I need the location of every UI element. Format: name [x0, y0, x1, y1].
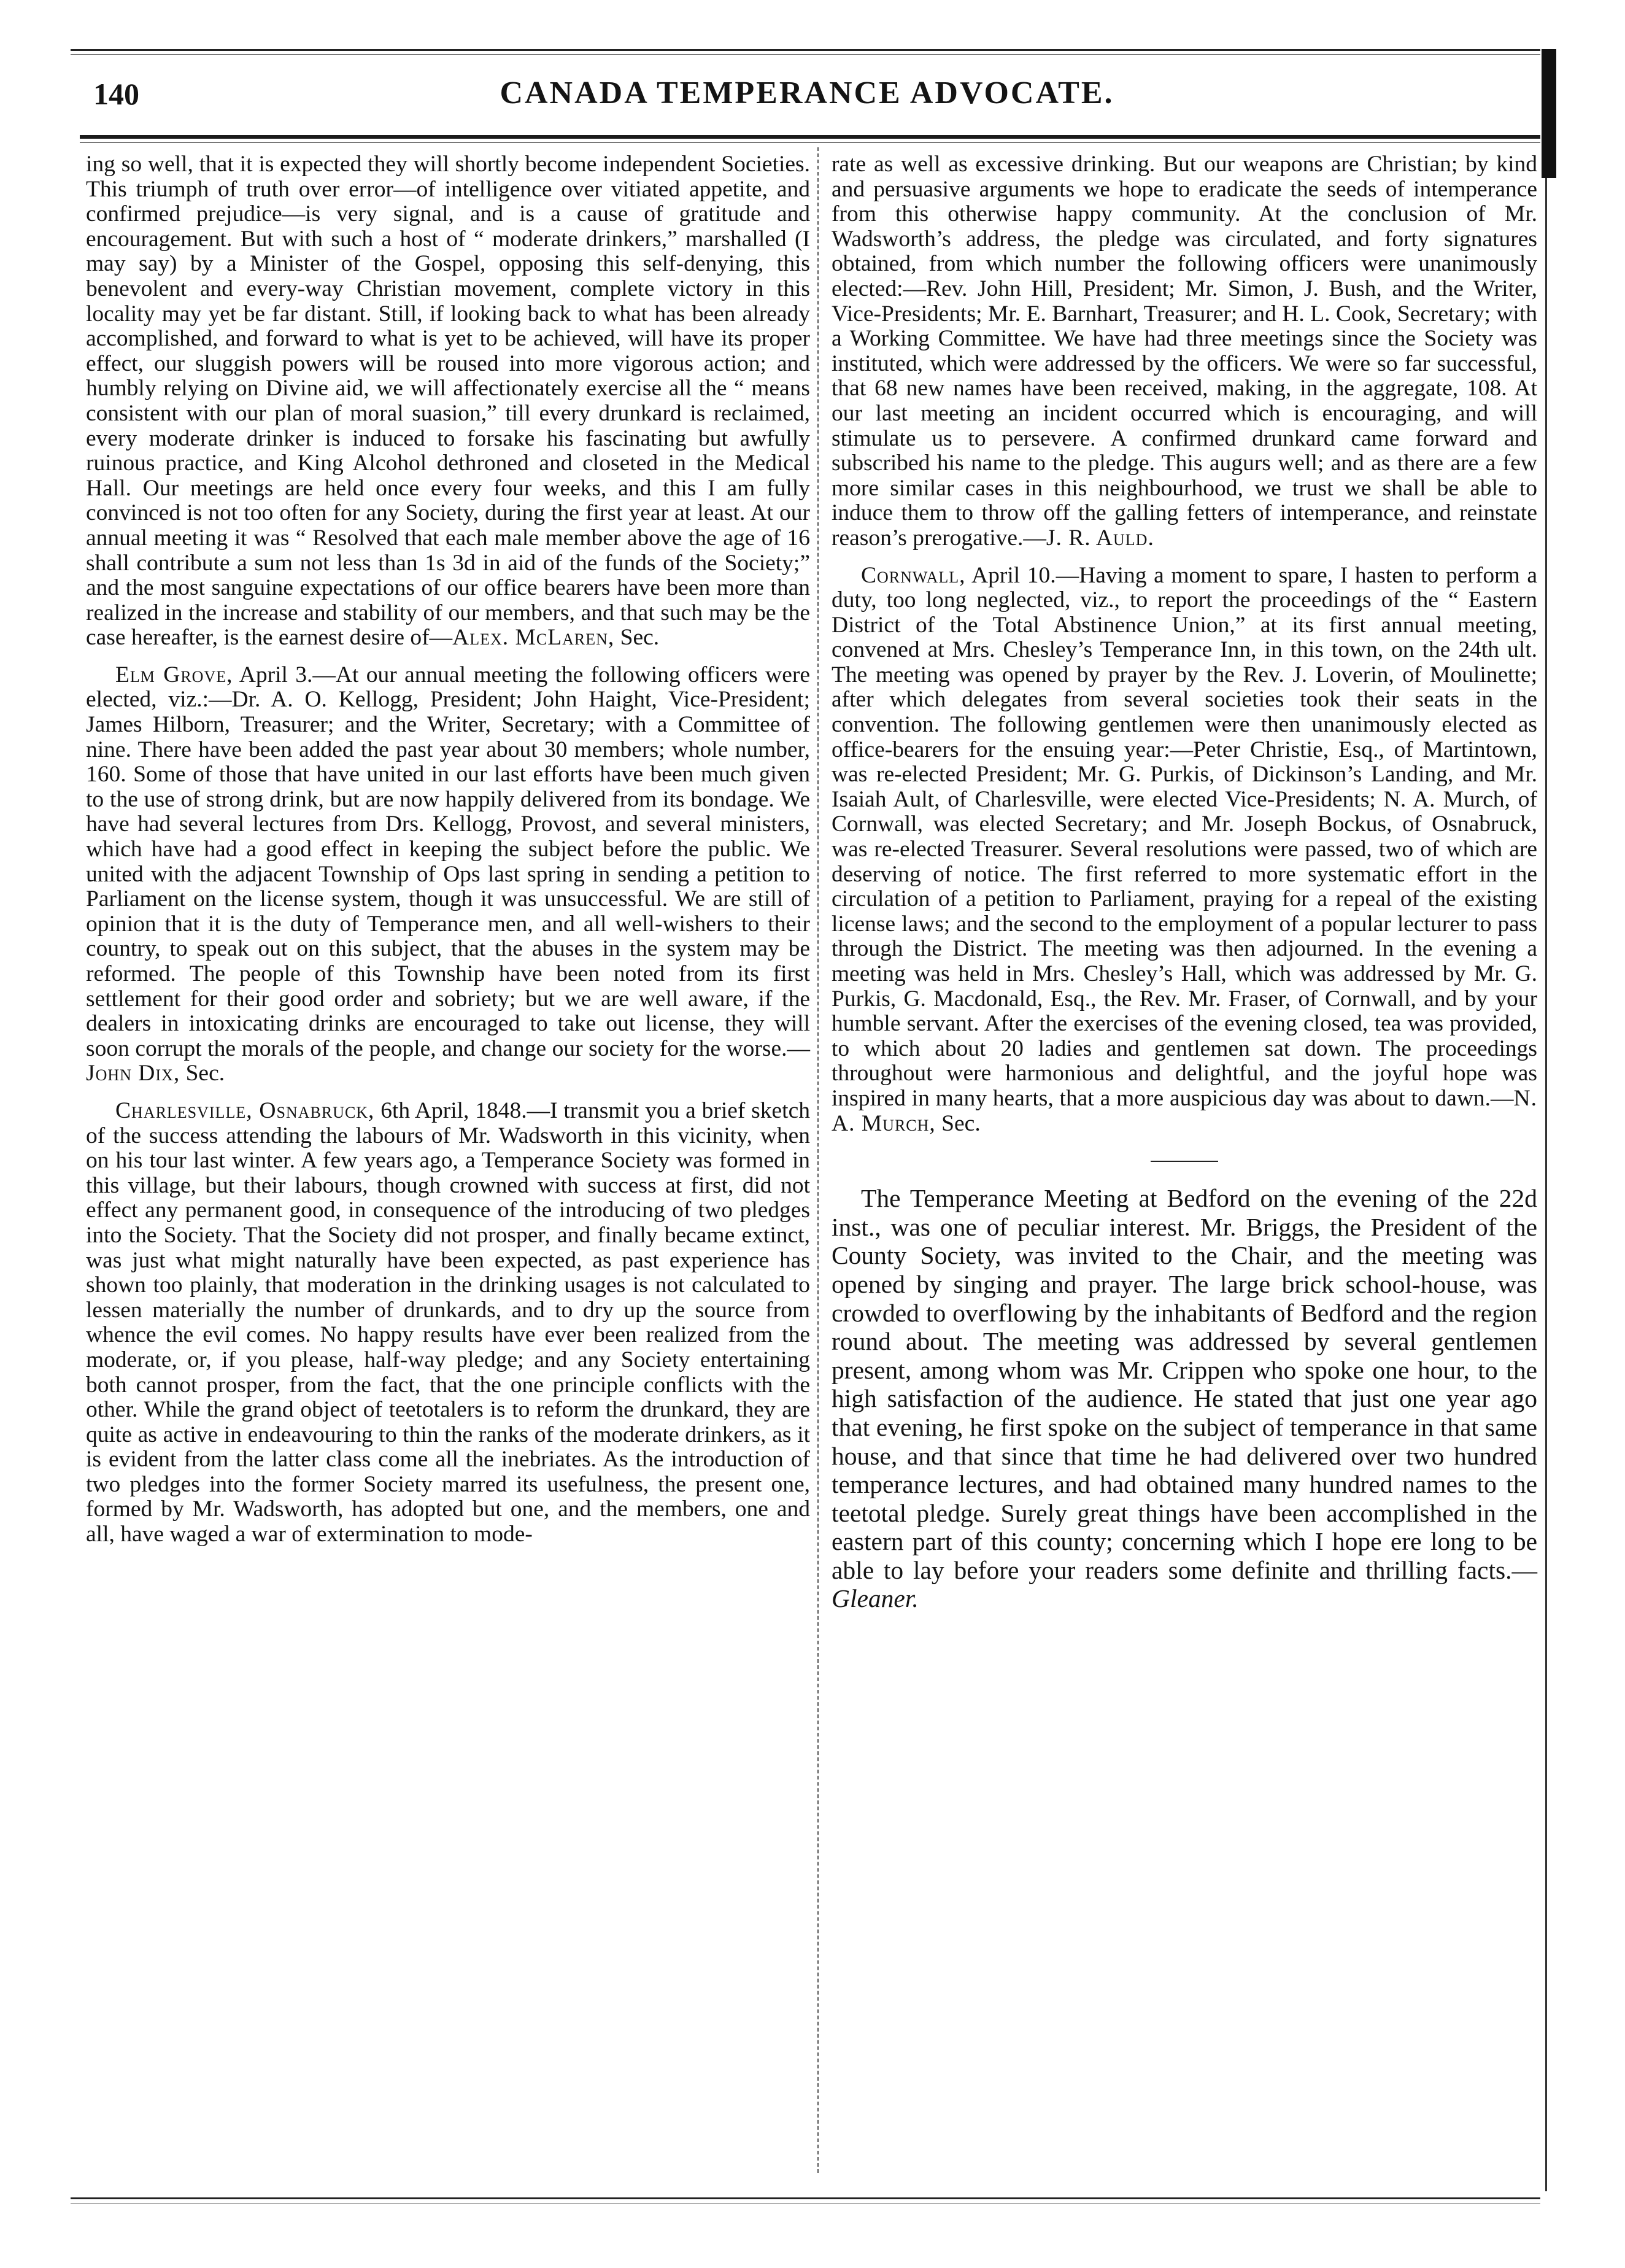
article-elm-grove: Elm Grove, April 3.—At our annual meeting the following officers were elected, viz.:—Dr. A. O. Kellogg, President; John Haight, Vice-President; James Hilborn, Treasurer; and the Writer, Secretary; with a Committee of nine. There have been added the past year about 30 members; whole number, 160. Some of those that have united in our last efforts have been much given to the use of strong drink, but are now happily delivered from its bondage. We have had several lectures from Drs. Kellogg, Provost, and several ministers, which have had a good effect in keeping the subject before the public. We united with the adjacent Township of Ops last spring in sending a petition to Parliament on the license system, though it was unsuccessful. We are still of opinion that it is the duty of Temperance men, and all well-wishers to their country, to speak out on this subject, that the abuses in the system may be reformed. The people of this Township have been noted from its first settlement for their good order and sobriety; but we are well aware, if the dealers in intoxicating drinks are encouraged to take out license, they will soon corrupt the morals of the people, and change our society for the worse.—John Dix, Sec.: [86, 662, 810, 1086]
article-charlesville: Charlesville, Osnabruck, 6th April, 1848.—I transmit you a brief sketch of the success attending the labours of Mr. Wadsworth in this vicinity, when on his tour last winter. A few years ago, a Temperance Society was formed in this village, but their labours, though crowned with success at first, did not effect any permanent good, in consequence of the introducing of two pledges into the Society. That the Society did not prosper, and finally became extinct, was just what might naturally have been expected, as past experience has shown too plainly, that moderation in the drinking usages is not calculated to lessen materially the number of drunkards, and to dry up the source from whence the evil comes. No happy results have ever been realized from the moderate, or, if you please, half-way pledge; and any Society entertaining both cannot prosper, from the fact, that the one principle conflicts with the other. While the grand object of teetotalers is to reform the drunkard, they are quite as active in endeavouring to thin the ranks of the moderate drinkers, as it is evident from the latter class come all the inebriates. As the introduction of two pledges into the former Society marred its usefulness, the present one, formed by Mr. Wadsworth, has adopted but one, and the members, one and all, have waged a war of extermination to mode-: [86, 1097, 810, 1547]
dateline-place: Cornwall,: [861, 562, 966, 588]
section-separator: [1151, 1161, 1218, 1162]
article-bedford: The Temperance Meeting at Bedford on the evening of the 22d inst., was one of peculiar interest. Mr. Briggs, the President of the County Society, was invited to the Chair, and the meeting was opened by singing and prayer. The large brick school-house, was crowded to overflowing by the inhabitants of Bedford and the region round about. The meeting was addressed by several gentlemen present, among whom was Mr. Crippen who spoke one hour, to the high satisfaction of the audience. He stated that just one year ago that evening, he first spoke on the subject of temperance in that same house, and that since that time he had delivered over two hundred temperance lectures, and had obtained many hundred names to the teetotal pledge. Surely great things have been accomplished in the eastern part of this county; concerning which I hope ere long to be able to lay before your readers some definite and thrilling facts.—Gleaner.: [832, 1184, 1537, 1613]
top-border-rule-thin: [71, 54, 1540, 55]
journal-title: CANADA TEMPERANCE ADVOCATE.: [500, 75, 1114, 110]
right-column: [832, 152, 1537, 1613]
top-border-rule: [71, 49, 1540, 51]
dateline-place: Charlesville, Osnabruck,: [115, 1097, 375, 1123]
page-edge-mark: [1542, 49, 1556, 178]
article-continuation: ing so well, that it is expected they will shortly become independent Societies. This triumph of truth over error—of intelligence over vitiated appetite, and confirmed prejudice—is very signal, and is a cause of gratitude and encouragement. But with such a host of “ moderate drinkers,” marshalled (I may say) by a Minister of the Gospel, opposing this self-denying, this benevolent and every-way Christian movement, complete victory in this locality may yet be far distant. Still, if looking back to what has been already accomplished, and forward to what is yet to be achieved, will have its proper effect, our sluggish powers will be roused into more vigorous action; and humbly relying on Divine aid, we will affectionately exercise all the “ means consistent with our plan of moral suasion,” till every drunkard is reclaimed, every moderate drinker is induced to forsake his fascinating but awfully ruinous practice, and King Alcohol dethroned and closeted in the Medical Hall. Our meetings are held once every four weeks, and this I am fully convinced is not too often for any Society, during the first year at least. At our annual meeting it was “ Resolved that each male member above the age of 16 shall contribute a sum not less than 1s 3d in aid of the funds of the Society;” and the most sanguine expectations of our office bearers have been more than realized in the increase and stability of our members, and that such may be the case hereafter, is the earnest desire of—Alex. McLaren, Sec.: [86, 152, 810, 651]
signature: N. A. Murch,: [832, 1085, 1537, 1136]
column-divider: [817, 147, 819, 2173]
signature: J. R. Auld.: [1046, 525, 1154, 551]
article-charlesville-continued: rate as well as excessive drinking. But our weapons are Christian; by kind and persuasive arguments we hope to eradicate the seeds of intemperance from this otherwise happy community. At the conclusion of Mr. Wadsworth’s address, the pledge was circulated, and forty signatures obtained, from which number the following officers were unanimously elected:—Rev. John Hill, President; Mr. Simon, J. Bush, and the Writer, Vice-Presidents; Mr. E. Barnhart, Treasurer; and H. L. Cook, Secretary; with a Working Committee. We have had three meetings since the Society was instituted, which were addressed by the officers. We were so far successful, that 68 new names have been received, making, in the aggregate, 108. At our last meeting an incident occurred which is encouraging, and will stimulate us to persevere. A confirmed drunkard came forward and subscribed his name to the pledge. This augurs well; and as there are a few more similar cases in this neighbourhood, we trust we shall be able to induce them to throw off the galling fetters of intemperance, and reinstate reason’s prerogative.—J. R. Auld.: [832, 152, 1537, 551]
page-number: 140: [93, 77, 139, 111]
signature: John Dix,: [86, 1061, 180, 1086]
page-header: [80, 72, 1534, 128]
dateline-place: Elm Grove,: [115, 662, 233, 687]
left-column: [86, 152, 810, 1547]
header-rule: [80, 135, 1540, 139]
page-edge-line: [1545, 178, 1547, 2191]
header-rule-thin: [80, 142, 1540, 143]
article-cornwall: Cornwall, April 10.—Having a moment to spare, I hasten to perform a duty, too long neglected, viz., to report the proceedings of the “ Eastern District of the Total Abstinence Union,” at its first annual meeting, convened at Mrs. Chesley’s Temperance Inn, in this town, on the 24th ult. The meeting was opened by prayer by the Rev. J. Loverin, of Moulinette; after which delegates from several societies took their seats in the convention. The following gentlemen were then unanimously elected as office-bearers for the ensuing year:—Peter Christie, Esq., of Martintown, was re-elected President; Mr. G. Purkis, of Dickinson’s Landing, and Mr. Isaiah Ault, of Charlesville, were elected Vice-Presidents; N. A. Murch, of Cornwall, was elected Secretary; and Mr. Joseph Bockus, of Osnabruck, was re-elected Treasurer. Several resolutions were passed, two of which are deserving of notice. The first referred to more systematic effort in the circulation of a petition to Parliament, praying for a repeal of the existing license laws; and the second to the employment of a popular lecturer to pass through the District. The meeting was then adjourned. In the evening a meeting was held in Mrs. Chesley’s Hall, which was addressed by Mr. G. Purkis, G. Macdonald, Esq., the Rev. Mr. Fraser, of Cornwall, and by your humble servant. After the exercises of the evening closed, tea was provided, to which about 20 ladies and gentlemen sat down. The proceedings throughout were harmonious and delightful, and the joyful hope was inspired in many hearts, that a more auspicious day was about to dawn.—N. A. Murch, Sec.: [832, 562, 1537, 1136]
signature: Alex. McLaren,: [452, 625, 615, 651]
bottom-border-rule: [71, 2197, 1540, 2199]
signature: Gleaner.: [832, 1584, 919, 1613]
